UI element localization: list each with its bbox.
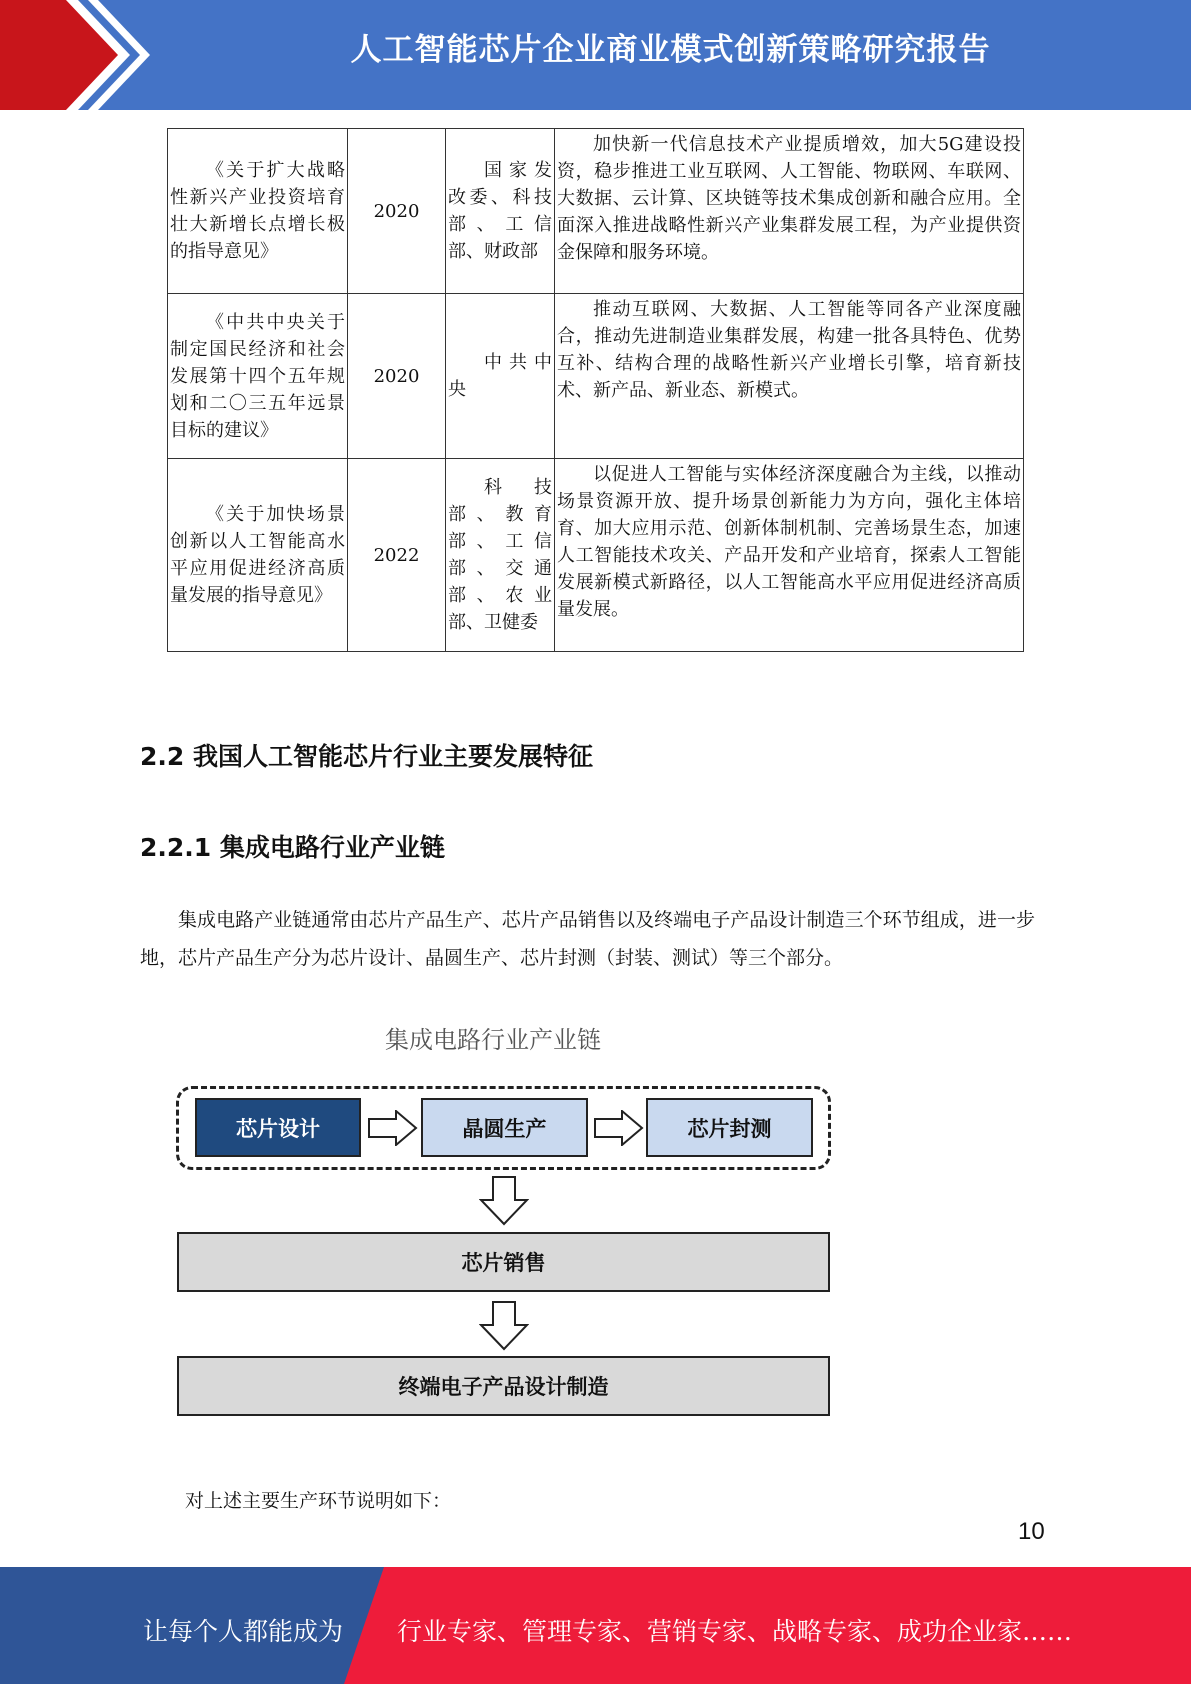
footer-slogan-left: 让每个人都能成为 (143, 1617, 344, 1646)
policy-table (167, 128, 1024, 652)
down-arrow-icon (479, 1301, 529, 1351)
section-heading: 2.2 我国人工智能芯片行业主要发展特征 (140, 742, 593, 771)
table-row (168, 129, 1024, 294)
chip-packaging-box: 芯片封测 (646, 1098, 813, 1157)
wafer-production-box: 晶圆生产 (421, 1098, 588, 1157)
terminal-manufacturing-box: 终端电子产品设计制造 (177, 1356, 830, 1416)
body-paragraph: 对上述主要生产环节说明如下： (185, 1490, 452, 1512)
subsection-heading: 2.2.1 集成电路行业产业链 (140, 833, 445, 862)
policy-department-cell: 科技部、教育部、工信部、交通部、农业部、卫健委 (446, 459, 555, 652)
page-number: 10 (1018, 1518, 1045, 1545)
report-title: 人工智能芯片企业商业模式创新策略研究报告 (350, 32, 991, 68)
body-paragraph: 集成电路产业链通常由芯片产品生产、芯片产品销售以及终端电子产品设计制造三个环节组成，进一步地，芯片产品生产分为芯片设计、晶圆生产、芯片封测（封装、测试）等三个部分。 (140, 909, 1035, 969)
page-header (0, 0, 1191, 110)
table-row (168, 294, 1024, 459)
table-row (168, 459, 1024, 652)
chip-design-box: 芯片设计 (195, 1098, 361, 1157)
header-chevron-decoration (0, 0, 150, 110)
diagram-title: 集成电路行业产业链 (385, 1026, 601, 1054)
policy-department-cell: 国家发改委、科技部、工信部、财政部 (446, 129, 555, 294)
policy-year-cell: 2020 (348, 294, 446, 459)
policy-name-cell: 《关于加快场景创新以人工智能高水平应用促进经济高质量发展的指导意见》 (168, 459, 348, 652)
policy-name-cell: 《中共中央关于制定国民经济和社会发展第十四个五年规划和二〇三五年远景目标的建议》 (168, 294, 348, 459)
policy-name-cell: 《关于扩大战略性新兴产业投资培育壮大新增长点增长极的指导意见》 (168, 129, 348, 294)
policy-content-cell: 加快新一代信息技术产业提质增效，加大5G建设投资，稳步推进工业互联网、人工智能、物联网、车联网、大数据、云计算、区块链等技术集成创新和融合应用。全面深入推进战略性新兴产业集群发展工程，为产业提供资金保障和服务环境。 (555, 129, 1024, 294)
chip-sales-box: 芯片销售 (177, 1232, 830, 1292)
right-arrow-icon (594, 1110, 644, 1146)
policy-content-cell: 推动互联网、大数据、人工智能等同各产业深度融合，推动先进制造业集群发展，构建一批各具特色、优势互补、结构合理的战略性新兴产业增长引擎，培育新技术、新产品、新业态、新模式。 (555, 294, 1024, 459)
policy-year-cell: 2022 (348, 459, 446, 652)
down-arrow-icon (479, 1176, 529, 1226)
policy-content-cell: 以促进人工智能与实体经济深度融合为主线，以推动场景资源开放、提升场景创新能力为方向，强化主体培育、加大应用示范、创新体制机制、完善场景生态，加速人工智能技术攻关、产品开发和产业培育，探索人工智能发展新模式新路径，以人工智能高水平应用促进经济高质量发展。 (555, 459, 1024, 652)
policy-department-cell: 中共中央 (446, 294, 555, 459)
policy-year-cell: 2020 (348, 129, 446, 294)
footer-slogan-right: 行业专家、管理专家、营销专家、战略专家、成功企业家…… (397, 1617, 1073, 1646)
right-arrow-icon (368, 1110, 418, 1146)
